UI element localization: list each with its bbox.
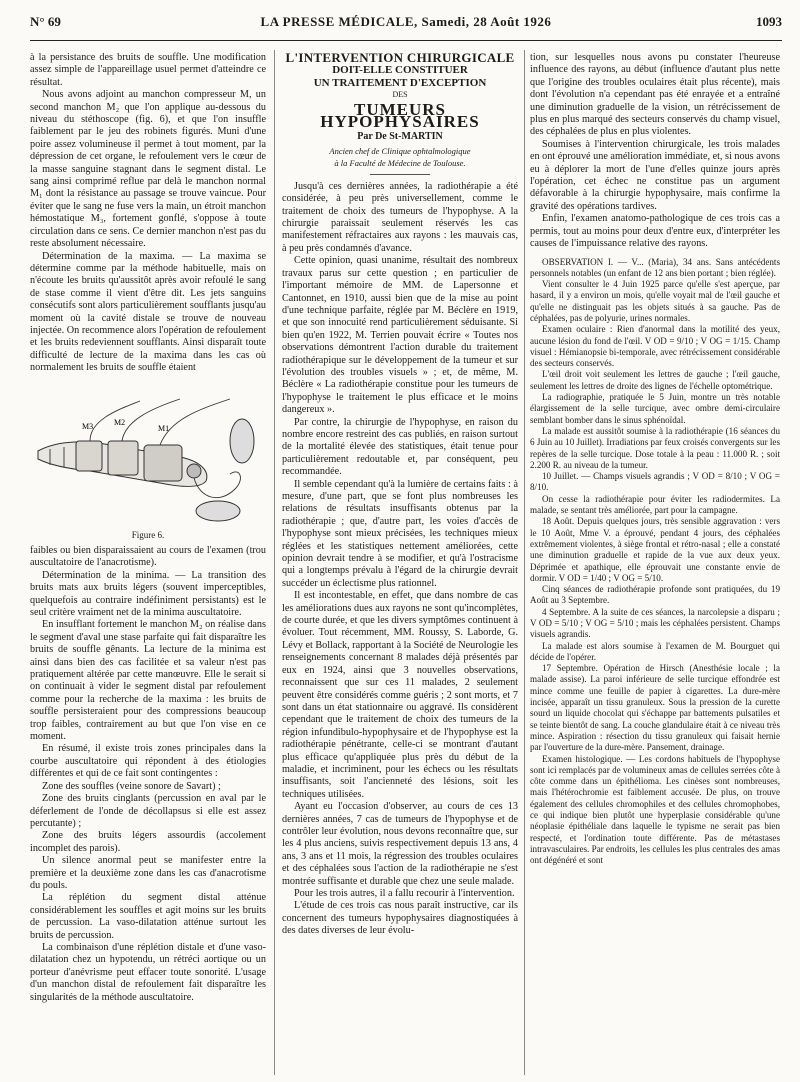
column-1 [30, 52, 266, 1004]
title-rule [370, 174, 430, 175]
paragraph: Zone des bruits cinglants (percussion en aval par le déferlement de l'onde de décollapsus si elle est assez percutante) ; [30, 793, 266, 829]
figure-6 [30, 379, 266, 527]
column-separator [524, 50, 525, 1075]
label-m1: M1 [158, 423, 170, 433]
paragraph: faibles ou bien disparaissaient au cours de l'examen (trou auscultatoire de l'anacrotisme). [30, 544, 266, 569]
paragraph: Un silence anormal peut se manifester entre la première et la deuxième zone dans les cas d'anacrotisme du pouls. [30, 855, 266, 891]
paragraph: La malade est alors soumise à l'examen de M. Bourguet qui décide de l'opérer. [530, 640, 780, 662]
cuff-m3 [76, 441, 102, 471]
cuff-m1 [144, 445, 182, 481]
author: Par De St-MARTIN [357, 131, 443, 143]
paragraph: 10 Juillet. — Champs visuels agrandis ; V OD = 8/10 ; V OG = 8/10. [530, 471, 780, 493]
column-2 [282, 52, 518, 938]
paragraph: Il est incontestable, en effet, que dans nombre de cas les améliorations dues aux rayons ne sont qu'incomplètes, de courte durée, et que les divers symptômes continuent à évoluer. Tout récemment, MM. Roussy, S. Laborde, G. Lévy et Bollack, rapportant à la Société de Neurologie les renseignements concernant 8 malades déjà présentés par eux en 1924, ainsi que 3 nouvelles observations, reconnaissent que sur ces 11 malades, 2 seulement peuvent être considérés comme guéris ; 2 sont morts, et 7 sont dans un état stationnaire ou aggravé. Ils considèrent cependant que le traitement de choix des tumeurs de la région infundibulo-hypophysaire et de l'hypophyse est la radiothérapie pénétrante, celle-ci se montrant d'autant plus efficace qu'appliquée plus près du début de la maladie, et incriminent, pour les échecs ou les résultats insuffisants, soit l'ancienneté des lésions, soit les techniques utilisées. [282, 590, 518, 800]
paragraph: Détermination de la maxima. — La maxima se détermine comme par la méthode habituelle, mais on n'écoute les bruits qu'aussitôt après avoir refoulé le sang de stase comme il vient d'être dit. Les jets sanguins consécutifs sont alors particulièrement soufflants jusqu'au moment où la cavité distale se trouve de nouveau injectée. On recommence alors l'opération de refoulement et les bruits redeviennent soufflants. Ainsi disparaît toute difficulté de lecture de la maxima dans les cas où normalement les bruits de souffle étaient [30, 250, 266, 374]
paragraph: Examen oculaire : Rien d'anormal dans la motilité des yeux, aucune lésion du fond de l'œil. V OD = 9/10 ; V OG = 1/15. Champ visuel : Hémianopsie bi-temporale, avec rétrécissement considérable des secteurs conservés. [530, 324, 780, 369]
header-rule [30, 40, 782, 41]
paragraph: 17 Septembre. Opération de Hirsch (Anesthésie locale ; la malade assise). La paroi inférieure de selle turcique effondrée est mince comme une feuille de papier à cigarettes. La dure-mère incisée, apparaît un tissu granuleux. Sous la pression de la curette sourd un liquide chocolat qui s'échappe par battements pulsatiles et se teinte bientôt de sang. La couche glandulaire était à ce niveau très mince. Aspiration : résection du tissu granuleux qui faisait hernie par l'ouverture de la dure-mère. Pansement, drainage. [530, 663, 780, 753]
paragraph: Cinq séances de radiothérapie profonde sont pratiquées, du 19 Août au 3 Septembre. [530, 584, 780, 606]
observation-block [530, 257, 780, 867]
cuff-m2 [108, 441, 138, 475]
paragraph: 4 Septembre. A la suite de ces séances, la narcolepsie a disparu ; V OD = 5/10 ; V OG = 5/10 ; mais les céphalées persistent. Champs visuels agrandis. [530, 606, 780, 640]
paragraph: OBSERVATION I. — V... (Maria), 34 ans. Sans antécédents personnels notables (un enfant de 12 ans bien portant ; bien réglée). [530, 256, 780, 278]
paragraph: tion, sur lesquelles nous avons pu constater l'heureuse influence des rayons, au début (influence d'autant plus nette que l'origine des troubles oculaires était plus récente), mais dont l'évolution n'a cependant pas été enrayée et a entraîné une diminution graduelle de la vision, un rétrécissement de plus en plus marqué des secteurs conservés du champ visuel, des céphalées de plus en plus violentes. [530, 52, 780, 138]
paragraph: Examen histologique. — Les cordons habituels de l'hypophyse sont ici remplacés par de volumineux amas de cellules serrées côte à côte comme dans un épithélioma. Les cinèses sont nombreuses, mais l'hétérochromie est faiblement accusée. De plus, on trouve également des cellules chromophiles et des cellules chromophobes, ce qui indique bien plutôt une hyperplasie considérable qu'une néoplasie épithéliale dans laquelle le typisme ne serait pas bien respecté, et l'ordination toute différente. Pas de métastases intravasculaires. Par endroits, les cellules les plus centrales des amas ont dégénéré et sont [530, 753, 780, 866]
title-line: DES [392, 90, 408, 100]
paragraph: Soumises à l'intervention chirurgicale, les trois malades en ont éprouvé une amélioration immédiate, et, si nous avons eu à déplorer la mort de l'une d'elles quinze jours après l'opération, cet échec ne constitue pas un argument défavorable à la chirurgie hypophysaire, mais confirme la gravité des opérations tardives. [530, 138, 780, 212]
paragraph: Cette opinion, quasi unanime, résultait des nombreux travaux parus sur cette question ; en particulier de l'important mémoire de MM. de Lapersonne et Cantonnet, en 1910, aussi bien que de la mise au point d'une technique parfaite, réglée par M. Béclère en 1919, et que son innocuité rend particulièrement séduisante. Si bien qu'en 1922, M. Terrien pouvait écrire « Toutes nos observations démontrent l'action durable du traitement radiothérapique sur le développement de la tumeur et sur l'évolution des troubles visuels » ; et, de même, M. Béclère « La radiothérapie constitue pour les tumeurs de l'hypophyse le traitement le plus efficace et le moins dangereux ». [282, 255, 518, 416]
manometer [230, 419, 254, 463]
paragraph: Détermination de la minima. — La transition des bruits mats aux bruits légers (souvent imperceptibles, quelquefois au contraire indéfiniment persistants) est le seul critère vraiment net de la minima auscultatoire. [30, 569, 266, 618]
paragraph: Vient consulter le 4 Juin 1925 parce qu'elle s'est aperçue, par hasard, il y a environ un mois, qu'elle voyait mal de l'œil gauche et qu'elle ne distinguait pas les objets situés à sa gauche. Pas de céphalées, pas de polyurie, urines normales. [530, 279, 780, 323]
paragraph: La combinaison d'une réplétion distale et d'une vaso-dilatation chez un hypotendu, un rétréci aortique ou un porteur d'anévrisme peut effacer toute sonorité. L'usage d'un manchon distal de refoulement fait disparaître les singularités de la méthode auscultatoire. [30, 941, 266, 1003]
paragraph: 18 Août. Depuis quelques jours, très sensible aggravation : vers le 10 Août, Mme V. a éprouvé, pendant 4 jours, des céphalées extrêmement violentes, à siège frontal et rétro-nasal ; elle a constaté une diminution graduelle et rapide de la vue aux deux yeux. Déprimée et apathique, elle éprouvait une constante envie de dormir. V OD = 1/40 ; V OG = 5/10. [530, 516, 780, 583]
affiliation: à la Faculté de Médecine de Toulouse. [334, 157, 466, 168]
paragraph: Zone des bruits légers assourdis (accolement incomplet des parois). [30, 830, 266, 854]
article-title-block [282, 52, 518, 175]
affiliation: Ancien chef de Clinique ophtalmologique [329, 145, 471, 156]
title-line: L'INTERVENTION CHIRURGICALE [285, 50, 515, 65]
bulb [196, 501, 240, 521]
title-line: DOIT-ELLE CONSTITUER [332, 64, 468, 77]
paragraph: En résumé, il existe trois zones principales dans la courbe auscultatoire qui répondent à des étiologies différentes et qui de ce fait sont contingentes : [30, 743, 266, 780]
journal-title: LA PRESSE MÉDICALE, Samedi, 28 Août 1926 [260, 14, 552, 29]
paragraph: Jusqu'à ces dernières années, la radiothérapie a été considérée, à peu près universellement, comme le traitement de choix des tumeurs de l'hypophyse. A la chirurgie paraissait seulement réservés les cas manifestement réfractaires aux rayons : les mauvais cas, à peu près condamnés d'avance. [282, 180, 518, 254]
page-number: 1093 [756, 14, 782, 29]
paragraph: L'œil droit voit seulement les lettres de gauche ; l'œil gauche, seulement les lettres de droite des lignes de l'échelle optométrique. [530, 369, 780, 391]
issue-number: N° 69 [30, 14, 61, 29]
label-m3: M3 [82, 421, 94, 431]
paragraph: La malade est aussitôt soumise à la radiothérapie (16 séances du 6 Juin au 10 Juillet). Irradiations par feux croisés convergents sur les repères de la selle turcique. Dose totale à la peau : 11.000 R. ; soit 2.200 R. au niveau de la tumeur. [530, 425, 780, 470]
title-main: TUMEURS HYPOPHYSAIRES [320, 99, 480, 132]
paragraph: Il semble cependant qu'à la lumière de certains faits : à mesure, d'une part, que se font plus nombreuses les relations de résultats insuffisants obtenus par la radiothérapie ; que, d'autre part, les voies d'accès de l'hypophyse sont mieux précisées, les techniques mieux réglées et les statistiques nettement améliorées, cette opinion devrait tendre à se modifier, et qu'à l'ostracisme qui a longtemps prévalu à l'égard de la chirurgie devrait succéder un éclectisme plus rationnel. [282, 478, 518, 589]
page-header [30, 14, 782, 38]
label-m2: M2 [114, 417, 126, 427]
paragraph: à la persistance des bruits de souffle. Une modification assez simple de l'appareillage usuel permet d'atteindre ce résultat. [30, 52, 266, 88]
title-line: UN TRAITEMENT D'EXCEPTION [313, 76, 487, 89]
paragraph: La radiographie, pratiquée le 5 Juin, montre un très notable élargissement de la selle turcique, avec ombre demi-circulaire semblant bomber dans le sinus sphénoïdal. [530, 392, 780, 425]
figure-caption: Figure 6. [131, 529, 165, 540]
paragraph: Par contre, la chirurgie de l'hypophyse, en raison du nombre encore restreint des cas publiés, en raison surtout de la mortalité élevée des statistiques, était tenue pour particulièrement redoutable et, par conséquent, peu recommandée. [282, 416, 518, 478]
paragraph: Pour les trois autres, il a fallu recourir à l'intervention. [294, 888, 515, 899]
column-separator [274, 50, 275, 1075]
cuff-apparatus-illustration [30, 379, 266, 527]
paragraph: Zone des souffles (veine sonore de Savart) ; [42, 780, 221, 792]
paragraph: En insufflant fortement le manchon M₂ on réalise dans le segment d'aval une stase parfaite qui fait disparaître les bruits de souffle gênants. La lecture de la minima est ainsi dans bien des cas facilitée et sa valeur n'est pas pratiquement altérée par cette manœuvre. Elle le serait si on continuait à vider le segment distal par refoulement comme pour la recherche de la maxima : les bruits de souffle persisteraient pour des compressions beaucoup trop faibles, contrairement au but que l'on vise en ce moment. [30, 619, 266, 743]
paragraph: On cesse la radiothérapie pour éviter les radiodermites. La malade, se sentant très améliorée, part pour la campagne. [530, 493, 780, 516]
paragraph: Nous avons adjoint au manchon compresseur M, un second manchon M₂ que l'on applique au-dessous du niveau du stéthoscope (fig. 6), et que l'on insuffle faiblement par le jeu des robinets figurés. Muni d'une poire assez volumineuse il permet à tout moment, par la dépression de cet organe, le refoulement vers le cœur de la masse sanguine stagnant dans le segment distal. Le sang ainsi comprimé reflue par delà le manchon normal M₁ dont la résistance au passage se trouve vaincue. Pour éviter que le sang ne fuse vers la main, un étroit manchon hémostatique M₃, fortement gonflé, s'oppose à toute circulation dans ce sens. Ce dernier manchon n'est pas du reste absolument nécessaire. [30, 89, 266, 250]
paragraph: Ayant eu l'occasion d'observer, au cours de ces 13 dernières années, 7 cas de tumeurs de l'hypophyse et de contrôler leur évolution, nous devons reconnaître que, sur les 4 plus anciens, suivis respectivement depuis 13 ans, 4 ans, 3 ans et 11 mois, la régression des troubles oculaires et des céphalées sous l'action de la radiothérapie ne s'est montrée suffisante et durable que chez une seule malade. [282, 801, 518, 887]
paragraph: L'étude de ces trois cas nous paraît instructive, car ils concernent des tumeurs hypophysaires diagnostiquées à des dates diverses de leur évolu- [282, 900, 518, 937]
paragraph: Enfin, l'examen anatomo-pathologique de ces trois cas a permis, tout au moins pour deux d'entre eux, d'interpréter les causes de l'impuissance relative des rayons. [530, 213, 780, 250]
paragraph: La réplétion du segment distal atténue considérablement les souffles et agit moins sur les bruits de percussion. La vaso-dilatation atténue surtout les bruits de percussion. [30, 892, 266, 941]
column-3 [530, 52, 780, 867]
